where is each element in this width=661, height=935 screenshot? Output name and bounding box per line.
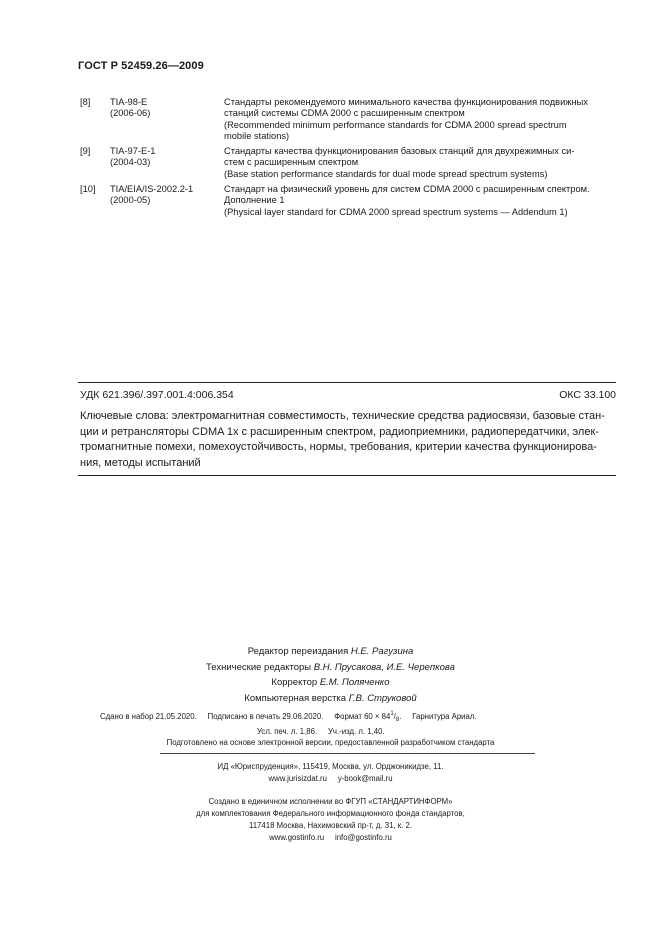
reference-description xyxy=(224,146,616,180)
description-line: mobile stations) xyxy=(224,130,290,141)
format-prefix: Формат 60 × 84 xyxy=(334,712,391,721)
credit-name: Е.М. Поляченко xyxy=(319,677,390,688)
reference-year: (2000-05) xyxy=(110,195,151,206)
publisher-contacts xyxy=(0,773,661,785)
imprint-divider xyxy=(160,753,535,754)
credit-line xyxy=(0,691,661,707)
description-line: Стандарт на физический уровень для систем CDMA 2000 с расширенным спектром. xyxy=(224,184,590,194)
signed-date: Подписано в печать 29.06.2020. xyxy=(207,712,324,721)
imprint-block xyxy=(100,708,570,738)
print-format: Формат $60 \times 84^1/_8$. xyxy=(334,711,402,723)
credit-role: Корректор xyxy=(271,677,318,688)
publisher-address: ИД «Юриспруденция», 115419, Москва, ул. Орджоникидзе, 11. xyxy=(217,762,444,771)
reference-number: [9] xyxy=(80,146,91,156)
reference-code: TIA-97-E-1 xyxy=(110,146,156,156)
publisher-block xyxy=(0,761,661,785)
description-line: станций системы CDMA 2000 с расширенным спектром xyxy=(224,108,465,119)
credits-block xyxy=(0,644,661,706)
keywords-line: Ключевые слова: электромагнитная совместимость, технические средства радиосвязи, базовые стан- xyxy=(80,410,605,422)
keywords-line: ния, методы испытаний xyxy=(80,456,201,469)
document-header: ГОСТ Р 52459.26—2009 xyxy=(78,60,204,72)
keywords-line: тромагнитные помехи, помехоустойчивость, нормы, требования, критерии качества функционирова- xyxy=(80,441,597,453)
credit-name: Г.В. Струковой xyxy=(348,692,417,704)
description-line: Стандарты рекомендуемого минимального качества функционирования подвижных xyxy=(224,97,588,107)
description-line: Стандарты качества функционирования базовых станций для двухрежимных си- xyxy=(224,146,575,156)
prepared-note: Подготовлено на основе электронной версии, предоставленной разработчиком стандарта xyxy=(166,738,495,747)
typeface: Гарнитура Ариал. xyxy=(412,712,477,721)
oks-code: ОКС 33.100 xyxy=(559,389,616,401)
fund-line: для комплектования Федерального информационного фонда стандартов, xyxy=(196,809,465,818)
reference-number: [8] xyxy=(80,97,91,107)
submitted-date: Сдано в набор 21.05.2020. xyxy=(100,712,197,721)
credit-role: Редактор переиздания xyxy=(247,646,349,657)
publisher-email[interactable]: y-book@mail.ru xyxy=(337,774,393,783)
credit-role: Компьютерная верстка xyxy=(244,692,347,704)
print-sheets: Усл. печ. л. 1,86. xyxy=(257,727,318,736)
description-line: (Recommended minimum performance standards for CDMA 2000 spread spectrum xyxy=(224,119,567,130)
keywords-paragraph xyxy=(80,409,616,471)
reference-code: TIA/EIA/IS-2002.2-1 xyxy=(110,184,194,194)
reference-code: TIA-98-E xyxy=(110,97,148,107)
description-line: (Physical layer standard for CDMA 2000 spread spectrum systems — Addendum 1) xyxy=(224,206,568,217)
imprint-line xyxy=(100,708,570,726)
fund-block xyxy=(0,796,661,844)
reference-description xyxy=(224,97,616,142)
credit-name: В.Н. Прусакова, И.Е. Черепкова xyxy=(313,661,455,673)
format-denominator: 8 xyxy=(395,717,400,723)
credit-line xyxy=(0,644,661,660)
format-suffix: . xyxy=(399,712,402,721)
reference-year: (2004-03) xyxy=(110,157,151,168)
fund-line: Создано в единичном исполнении во ФГУП «СТАНДАРТИНФОРМ» xyxy=(208,797,453,806)
description-line: Дополнение 1 xyxy=(224,195,285,206)
publishing-sheets: Уч.-изд. л. 1,40. xyxy=(327,727,385,736)
credit-role: Технические редакторы xyxy=(206,661,312,673)
credit-line xyxy=(0,660,661,676)
fund-website[interactable]: www.gostinfo.ru xyxy=(269,833,325,842)
fund-contacts xyxy=(0,832,661,844)
credit-line xyxy=(0,675,661,691)
fund-email[interactable]: info@gostinfo.ru xyxy=(334,833,392,842)
reference-number: [10] xyxy=(80,184,96,194)
description-line: (Base station performance standards for dual mode spread spectrum systems) xyxy=(224,168,548,179)
fund-address: 117418 Москва, Нахимовский пр-т, д. 31, к. 2. xyxy=(248,821,413,830)
top-divider xyxy=(78,382,616,383)
udk-code: УДК 621.396/.397.001.4:006.354 xyxy=(80,389,234,401)
publisher-website[interactable]: www.jurisizdat.ru xyxy=(268,774,327,783)
keywords-line: ции и ретрансляторы CDMA 1x с расширенным спектром, радиоприемники, радиопередатчики, элек- xyxy=(80,425,599,438)
bottom-divider xyxy=(78,475,616,476)
reference-year: (2006-06) xyxy=(110,108,151,119)
credit-name: Н.Е. Рагузина xyxy=(350,646,414,657)
format-numerator: 1 xyxy=(390,711,394,717)
description-line: стем с расширенным спектром xyxy=(224,157,359,168)
reference-description xyxy=(224,184,616,218)
